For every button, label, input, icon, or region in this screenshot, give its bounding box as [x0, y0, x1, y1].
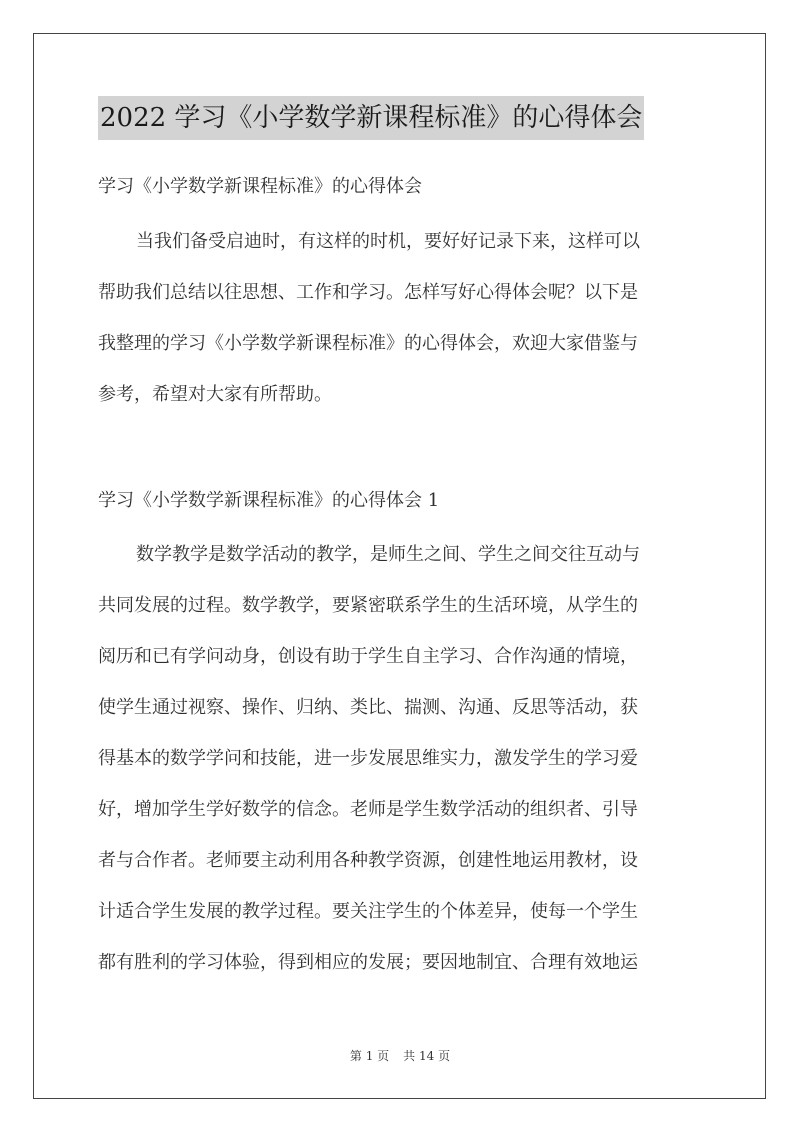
- page-footer: [0, 1047, 800, 1064]
- paragraph-line: 好，增加学生学好数学的信念。老师是学生数学活动的组织者、引导: [98, 799, 638, 820]
- paragraph-line: 者与合作者。老师要主动利用各种教学资源，创建性地运用教材，设: [98, 850, 638, 871]
- document-title: 2022 学习《小学数学新课程标准》的心得体会: [98, 96, 644, 140]
- paragraph-line: 当我们备受启迪时，有这样的时机，要好好记录下来，这样可以: [136, 231, 640, 252]
- paragraph-line: 阅历和已有学问动身，创设有助于学生自主学习、合作沟通的情境，: [98, 646, 638, 667]
- paragraph-line: 得基本的数学学问和技能，进一步发展思维实力，激发学生的学习爱: [98, 748, 638, 769]
- paragraph-line: 帮助我们总结以往思想、工作和学习。怎样写好心得体会呢？以下是: [98, 282, 638, 303]
- paragraph-line: 我整理的学习《小学数学新课程标准》的心得体会，欢迎大家借鉴与: [98, 333, 638, 354]
- paragraph-line: 数学教学是数学活动的教学，是师生之间、学生之间交往互动与: [136, 544, 640, 565]
- section-heading: 学习《小学数学新课程标准》的心得体会 1: [98, 490, 440, 511]
- paragraph-line: 计适合学生发展的教学过程。要关注学生的个体差异，使每一个学生: [98, 901, 638, 922]
- document-subtitle: 学习《小学数学新课程标准》的心得体会: [98, 176, 422, 197]
- paragraph-line: 共同发展的过程。数学教学，要紧密联系学生的生活环境，从学生的: [98, 595, 638, 616]
- paragraph-line: 使学生通过视察、操作、归纳、类比、揣测、沟通、反思等活动，获: [98, 697, 638, 718]
- paragraph-line: 参考，希望对大家有所帮助。: [98, 384, 332, 405]
- page-number: 第 1 页: [349, 1049, 390, 1063]
- page-total: 共 14 页: [403, 1049, 451, 1063]
- paragraph-line: 都有胜利的学习体验，得到相应的发展；要因地制宜、合理有效地运: [98, 952, 638, 973]
